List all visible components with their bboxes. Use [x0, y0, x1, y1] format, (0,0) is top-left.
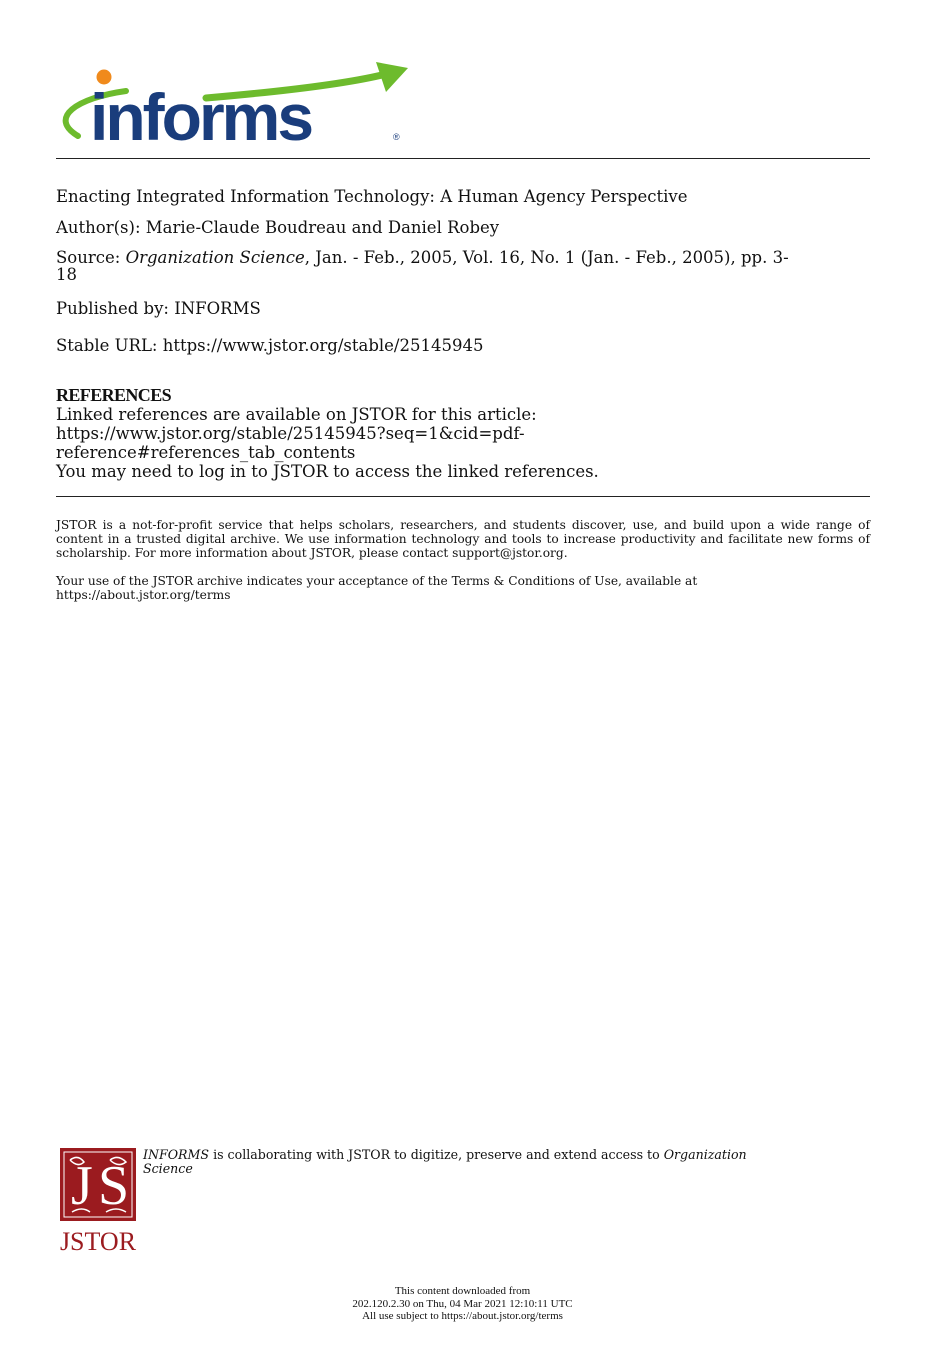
jstor-logo-text: JSTOR: [59, 1227, 137, 1254]
informs-logo-icon: [56, 58, 416, 150]
article-title: Enacting Integrated Information Technology: A Human Agency Perspective: [56, 187, 688, 206]
middle-divider: [56, 496, 870, 497]
svg-text:®: ®: [393, 132, 400, 142]
article-stable-url: [56, 336, 870, 356]
collaboration-statement: [143, 1148, 823, 1176]
authors-value: Marie-Claude Boudreau and Daniel Robey: [145, 218, 500, 237]
publisher-value: INFORMS: [174, 299, 261, 318]
svg-text:S: S: [98, 1155, 130, 1217]
references-line-1: Linked references are available on JSTOR for this article:: [56, 405, 537, 424]
published-label: Published by:: [56, 299, 169, 318]
terms-notice-text: Your use of the JSTOR archive indicates your acceptance of the Terms & Conditions of Use, available at: [56, 574, 698, 588]
top-divider: [56, 158, 870, 159]
collab-journal-2: Science: [143, 1161, 193, 1176]
jstor-logo-icon: [58, 1146, 138, 1254]
source-pages-cont: 18: [56, 265, 77, 284]
stable-url-label: Stable URL:: [56, 336, 158, 355]
collab-journal-1: Organization: [663, 1147, 747, 1162]
terms-notice-paragraph: [56, 574, 870, 602]
informs-logo-text: informs: [90, 80, 312, 150]
footer-line-3: All use subject to https://about.jstor.org/terms: [362, 1310, 563, 1322]
references-line-4: You may need to log in to JSTOR to access the linked references.: [56, 462, 599, 481]
collab-publisher: INFORMS: [143, 1147, 210, 1162]
terms-link[interactable]: https://about.jstor.org/terms: [56, 588, 231, 602]
article-authors: [56, 218, 870, 238]
article-publisher: [56, 299, 870, 319]
references-link-line-2[interactable]: reference#references_tab_contents: [56, 443, 356, 462]
source-label: Source:: [56, 248, 121, 267]
download-footer: [0, 1285, 925, 1323]
source-journal[interactable]: Organization Science: [125, 248, 305, 267]
references-link-line-1[interactable]: https://www.jstor.org/stable/25145945?seq=1&cid=pdf-: [56, 424, 525, 443]
authors-label: Author(s):: [56, 218, 141, 237]
footer-line-1: This content downloaded from: [394, 1285, 531, 1297]
footer-line-2: 202.120.2.30 on Thu, 04 Mar 2021 12:10:11 UTC: [352, 1297, 573, 1310]
source-detail: , Jan. - Feb., 2005, Vol. 16, No. 1 (Jan. - Feb., 2005), pp. 3-: [304, 248, 789, 267]
article-source: [56, 249, 870, 283]
collab-text: is collaborating with JSTOR to digitize, preserve and extend access to: [209, 1147, 664, 1162]
jstor-notice-paragraph: JSTOR is a not-for-profit service that helps scholars, researchers, and students discover, use, and build upon a wide range of content in a trusted digital archive. We use information technology and tools to increase productivity and facilitate new forms of scholarship. For more information about JSTOR, please contact support@jstor.org.: [56, 518, 870, 560]
references-heading: REFERENCES: [56, 385, 172, 405]
stable-url-link[interactable]: https://www.jstor.org/stable/25145945: [162, 336, 484, 355]
svg-text:J: J: [71, 1155, 93, 1217]
